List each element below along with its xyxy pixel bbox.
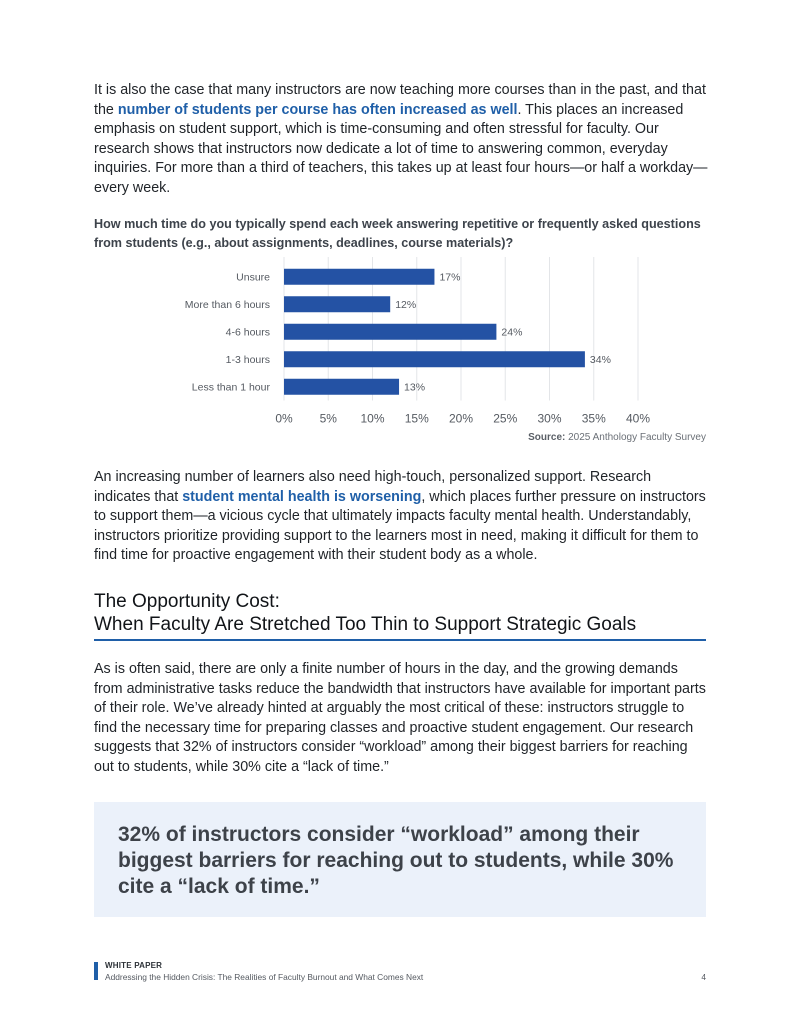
mental-health-paragraph bbox=[94, 468, 708, 566]
footer-accent-bar bbox=[94, 962, 98, 980]
intro-paragraph bbox=[94, 81, 708, 199]
x-tick-label: 25% bbox=[493, 411, 518, 426]
opportunity-cost-paragraph: As is often said, there are only a finite number of hours in the day, and the growing demands from administrative tasks reduce the bandwidth that instructors have available for important parts of their role. We’ve already hinted at arguably the most critical of these: instructors struggle to find the necessary time for preparing classes and proactive student engagement. Our research suggests that 32% of instructors consider “workload” among their biggest barriers for reaching out to students, while 30% cite a “lack of time.” bbox=[94, 661, 706, 775]
category-label: 4-6 hours bbox=[225, 326, 270, 339]
bar bbox=[284, 296, 390, 312]
bar-value-label: 34% bbox=[589, 353, 611, 366]
page-number: 4 bbox=[701, 972, 706, 982]
category-label: Unsure bbox=[236, 271, 270, 284]
x-tick-label: 5% bbox=[319, 411, 337, 426]
paragraph-text: It is also the case that many instructors are now teaching more courses than in the past, and that the bbox=[94, 82, 706, 118]
chart-title: How much time do you typically spend each week answering repetitive or frequently asked questions from students (e.g., about assignments, deadlines, course materials)? bbox=[94, 217, 701, 250]
x-tick-label: 15% bbox=[404, 411, 429, 426]
pull-quote-callout bbox=[94, 802, 706, 917]
pull-quote-text: 32% of instructors consider “workload” among their biggest barriers for reaching out to students, while 30% cite a “lack of time.” bbox=[118, 823, 674, 898]
x-tick-label: 30% bbox=[537, 411, 562, 426]
footer-document-title: Addressing the Hidden Crisis: The Realities of Faculty Burnout and What Comes Next bbox=[105, 972, 424, 982]
time-spent-bar-chart bbox=[94, 255, 706, 427]
category-label: Less than 1 hour bbox=[191, 381, 270, 394]
section-heading-line1: The Opportunity Cost: bbox=[94, 591, 280, 612]
paragraph-text: An increasing number of learners also need high-touch, personalized support. Research indicates that bbox=[94, 469, 652, 505]
students-per-course-link[interactable]: number of students per course has often increased as well bbox=[117, 101, 518, 118]
chart-source bbox=[528, 432, 706, 443]
x-tick-label: 0% bbox=[275, 411, 293, 426]
category-label: 1-3 hours bbox=[225, 353, 270, 366]
source-text: 2025 Anthology Faculty Survey bbox=[568, 432, 706, 443]
bar bbox=[284, 379, 399, 395]
bar-value-label: 24% bbox=[501, 326, 523, 339]
bar-value-label: 17% bbox=[439, 271, 461, 284]
source-label: Source: bbox=[528, 432, 566, 443]
section-heading bbox=[94, 590, 706, 641]
bar bbox=[284, 324, 496, 340]
section-heading-line2: When Faculty Are Stretched Too Thin to Support Strategic Goals bbox=[94, 614, 637, 635]
bar-value-label: 12% bbox=[395, 298, 417, 311]
paragraph-text: . This places an increased emphasis on student support, which is time-consuming and often stressful for faculty. Our research shows that instructors now dedicate a lot of time to answering common, everyday inquiries. For more than a third of teachers, this takes up at least four hours—or half a workday—every week. bbox=[94, 101, 708, 196]
footer-label: WHITE PAPER bbox=[105, 961, 163, 970]
bar-value-label: 13% bbox=[404, 381, 426, 394]
x-tick-label: 10% bbox=[360, 411, 385, 426]
x-tick-label: 20% bbox=[448, 411, 474, 426]
paragraph-text: , which places further pressure on instructors to support them—a vicious cycle that ultimately impacts faculty mental health. Understandably, instructors prioritize providing support to the learners most in need, making it difficult for them to find time for proactive engagement with their student body as a whole. bbox=[94, 488, 706, 564]
x-tick-label: 35% bbox=[581, 411, 606, 426]
bar bbox=[284, 351, 585, 367]
category-label: More than 6 hours bbox=[184, 298, 270, 311]
x-tick-label: 40% bbox=[625, 411, 651, 426]
bar bbox=[284, 269, 434, 285]
mental-health-link[interactable]: student mental health is worsening bbox=[182, 488, 422, 505]
